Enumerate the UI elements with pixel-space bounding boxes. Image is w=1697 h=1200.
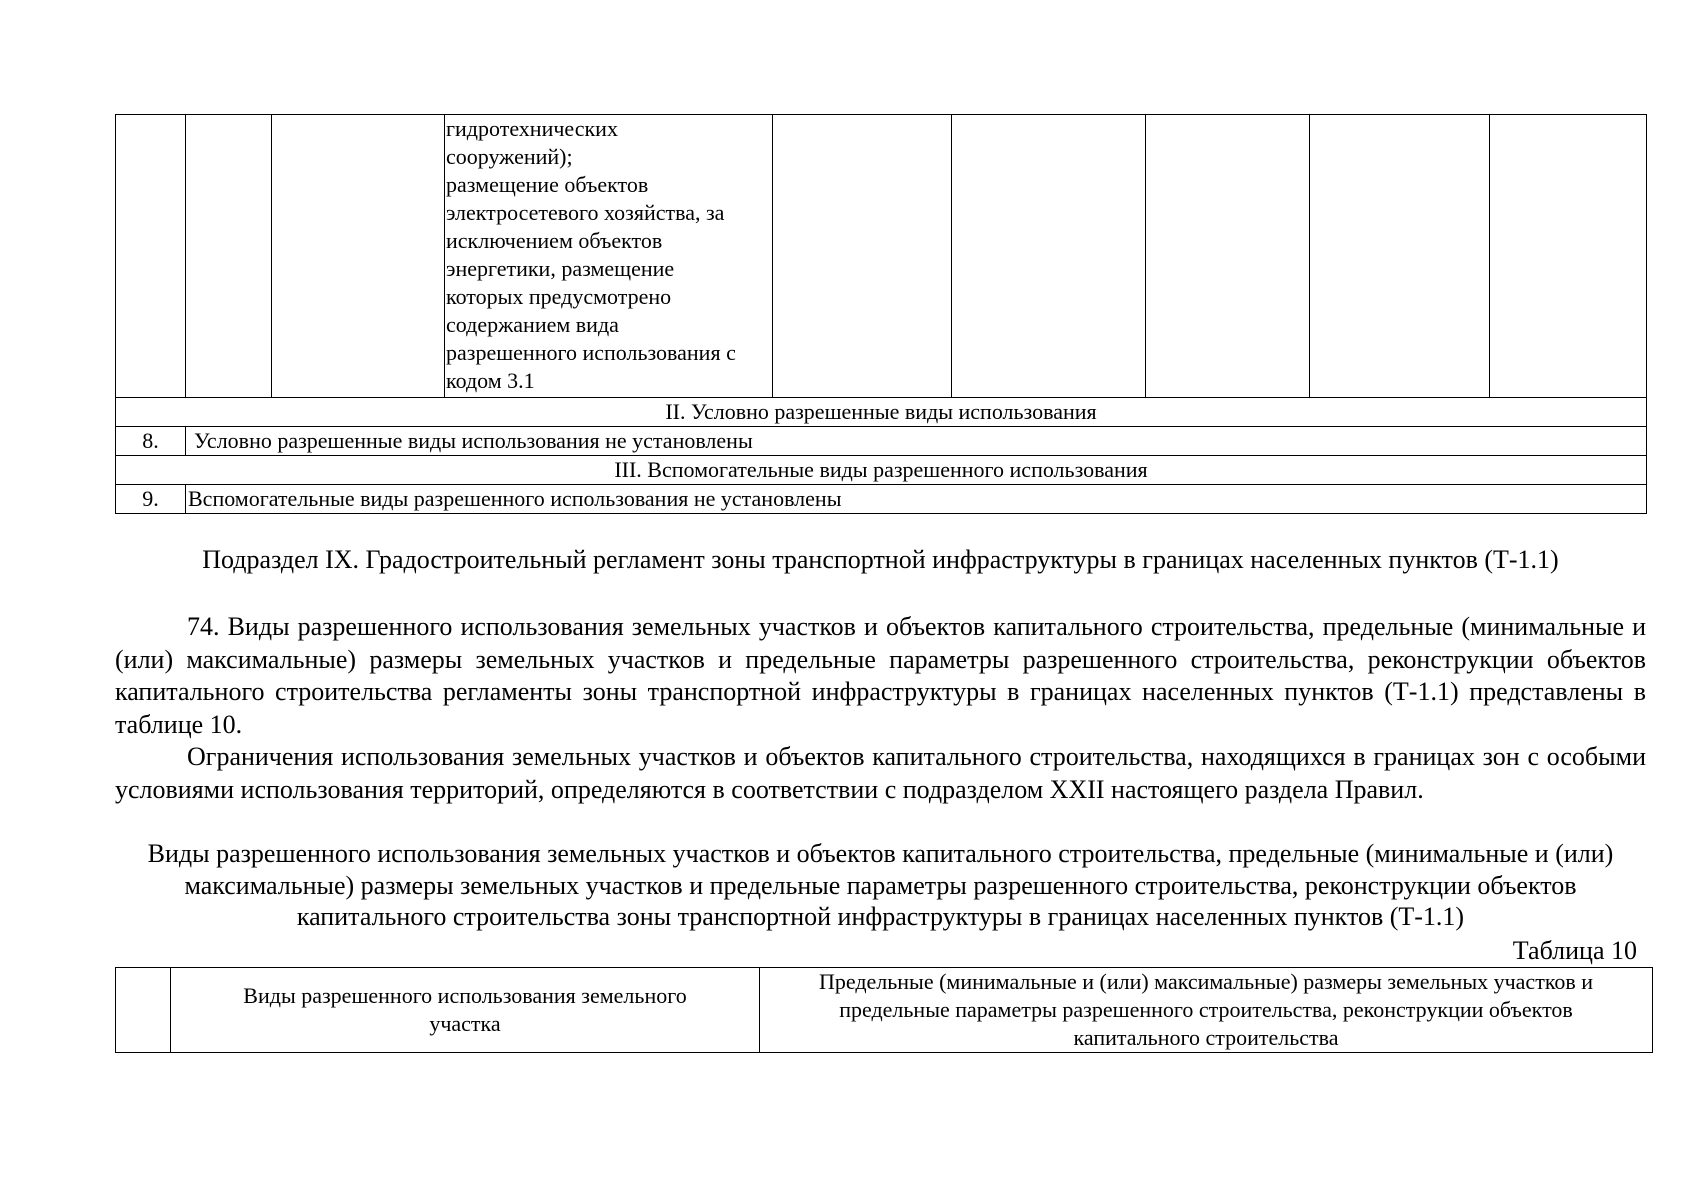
row-text: Условно разрешенные виды использования не установлены [186,427,1647,456]
section-2-title: II. Условно разрешенные виды использования [116,398,1647,427]
table-cell [186,115,272,398]
column-header-parameters [760,968,1653,1053]
table-cell [1490,115,1647,398]
use-description-text: гидротехнических сооружений); размещение объектов электросетевого хозяйства, за исключением объектов энергетики, размещение которых предусмотрено содержанием вида разрешенного использования с кодом 3.1 [446,116,736,393]
table-cell [1310,115,1490,398]
use-description-cell [445,115,773,398]
table-row [116,115,1647,398]
section-row [116,456,1647,485]
column-header-parameters-text: Предельные (минимальные и (или) максимальные) размеры земельных участков и предельные параметры разрешенного строительства, реконструкции объектов капитального строительства [818,969,1594,1050]
table-label: Таблица 10 [1512,936,1637,965]
section-row [116,398,1647,427]
row-number: 9. [116,485,186,514]
table-cell [116,115,186,398]
table-row [116,427,1647,456]
table-cell [952,115,1146,398]
table-row [116,968,1653,1053]
table-cell [272,115,445,398]
row-text: Вспомогательные виды разрешенного использования не установлены [186,485,1647,514]
row-number: 8. [116,427,186,456]
subsection-heading: Подраздел IX. Градостроительный регламент зоны транспортной инфраструктуры в границах населенных пунктов (Т-1.1) [202,545,1559,574]
table-row [116,485,1647,514]
section-3-title: III. Вспомогательные виды разрешенного использования [116,456,1647,485]
table-10-header [115,967,1653,1053]
table-caption: Виды разрешенного использования земельных участков и объектов капитального строительства, предельные (минимальные и (или) максимальные) размеры земельных участков и предельные параметры разрешенного строительства, реконструкции объектов капитального строительства зоны транспортной инфраструктуры в границах населенных пунктов (Т-1.1) [147,839,1614,931]
column-header-uses-text: Виды разрешенного использования земельного участка [243,983,687,1036]
table-cell [773,115,952,398]
column-header-uses [171,968,760,1053]
paragraph-restrictions: Ограничения использования земельных участков и объектов капитального строительства, находящихся в границах зон с особыми условиями использования территорий, определяются в соответствии с подразделом XXII настоящего раздела Правил. [115,742,1646,804]
table-cell [1146,115,1310,398]
paragraph-74: 74. Виды разрешенного использования земельных участков и объектов капитального строительства, предельные (минимальные и (или) максимальные) размеры земельных участков и предельные параметры разрешенного строительства, реконструкции объектов капитального строительства регламенты зоны транспортной инфраструктуры в границах населенных пунктов (Т-1.1) представлены в таблице 10. [115,612,1646,739]
zoning-table-continuation [115,114,1647,514]
table-cell [116,968,171,1053]
